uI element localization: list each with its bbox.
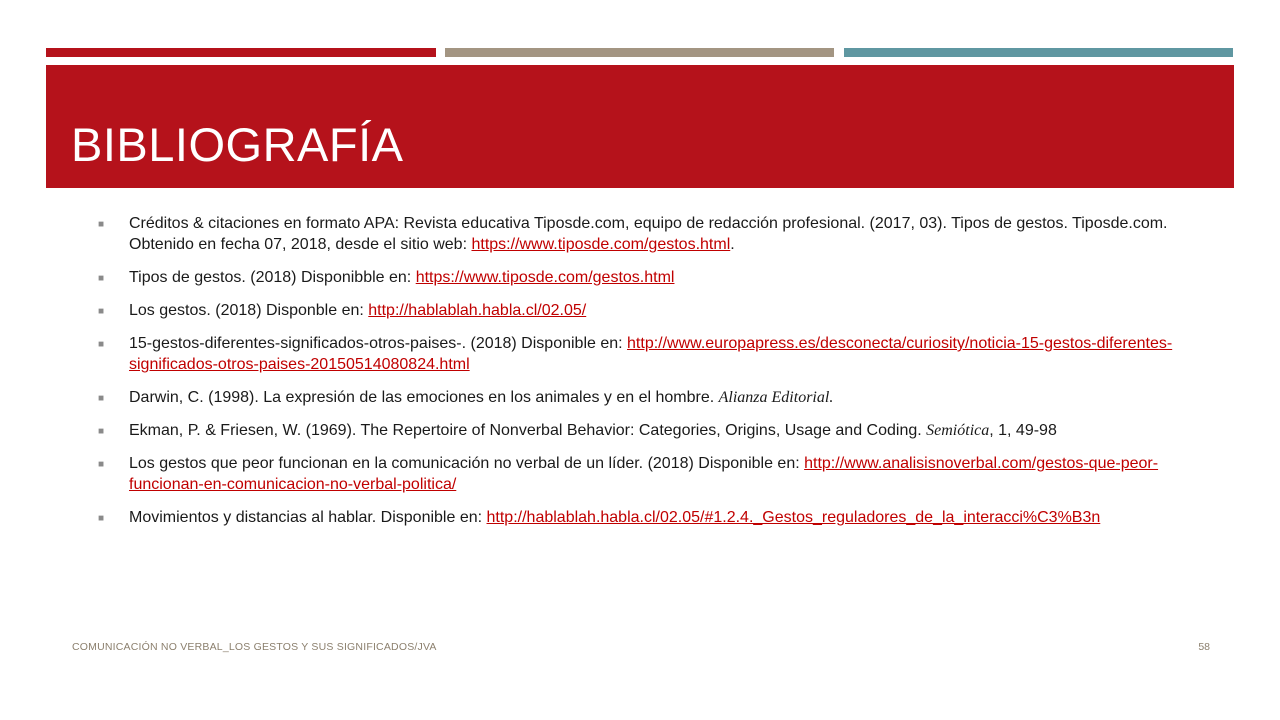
square-bullet-icon: ■ [98, 339, 105, 350]
entry-text: 15-gestos-diferentes-significados-otros-paises-. (2018) Disponible en: [129, 335, 628, 352]
entry-text: Los gestos que peor funcionan en la comunicación no verbal de un líder. (2018) Disponible en: [129, 455, 805, 472]
bibliography-entry-4 [98, 333, 1193, 375]
entry-text: Los gestos. (2018) Disponble en: [129, 302, 369, 319]
entry-suffix: . [730, 236, 735, 253]
title-banner [46, 65, 1234, 188]
bibliography-entry-6 [98, 420, 1193, 441]
square-bullet-icon: ■ [98, 306, 105, 317]
bibliography-entry-3 [98, 300, 1193, 321]
bibliography-list [98, 213, 1193, 540]
square-bullet-icon: ■ [98, 219, 105, 230]
square-bullet-icon: ■ [98, 513, 105, 524]
bibliography-entry-2 [98, 267, 1193, 288]
bibliography-entry-5 [98, 387, 1193, 408]
entry-text: Ekman, P. & Friesen, W. (1969). The Repertoire of Nonverbal Behavior: Categories, Origins, Usage and Coding. [129, 422, 927, 439]
bibliography-entry-1 [98, 213, 1193, 255]
reference-link[interactable]: http://hablablah.habla.cl/02.05/#1.2.4._Gestos_reguladores_de_la_interacci%C3%B3n [486, 509, 1101, 526]
accent-bar-taupe [445, 48, 834, 57]
page-number: 58 [1198, 641, 1210, 653]
journal-italic: Semiótica [926, 422, 990, 439]
publisher-italic: Alianza Editorial. [718, 389, 834, 406]
reference-link[interactable]: https://www.tiposde.com/gestos.html [415, 269, 675, 286]
entry-text: Créditos & citaciones en formato APA: Revista educativa Tiposde.com, equipo de redacción profesional. (2017, 03). Tipos de gestos. Tiposde.com. Obtenido en fecha 07, 2018, desde el sitio web: [129, 215, 1168, 253]
square-bullet-icon: ■ [98, 426, 105, 437]
footer-text: COMUNICACIÓN NO VERBAL_LOS GESTOS Y SUS SIGNIFICADOS/JVA [72, 641, 437, 653]
bibliography-entry-7 [98, 453, 1193, 495]
reference-link[interactable]: http://www.analisisnoverbal.com/gestos-que-peor-funcionan-en-comunicacion-no-verbal-politica/ [129, 455, 1159, 493]
page-title: BIBLIOGRAFÍA [71, 118, 404, 171]
bibliography-entry-8 [98, 507, 1193, 528]
accent-bar-red [46, 48, 436, 57]
square-bullet-icon: ■ [98, 393, 105, 404]
square-bullet-icon: ■ [98, 459, 105, 470]
square-bullet-icon: ■ [98, 273, 105, 284]
entry-text: Tipos de gestos. (2018) Disponibble en: [129, 269, 416, 286]
reference-link[interactable]: http://www.europapress.es/desconecta/curiosity/noticia-15-gestos-diferentes-significados-otros-paises-20150514080824.html [129, 335, 1173, 373]
entry-text: Darwin, C. (1998). La expresión de las emociones en los animales y en el hombre. [129, 389, 719, 406]
reference-link[interactable]: https://www.tiposde.com/gestos.html [471, 236, 731, 253]
accent-bar-teal [844, 48, 1233, 57]
entry-text: Movimientos y distancias al hablar. Disponible en: [129, 509, 487, 526]
reference-link[interactable]: http://hablablah.habla.cl/02.05/ [368, 302, 587, 319]
entry-suffix: , 1, 49-98 [989, 422, 1057, 439]
